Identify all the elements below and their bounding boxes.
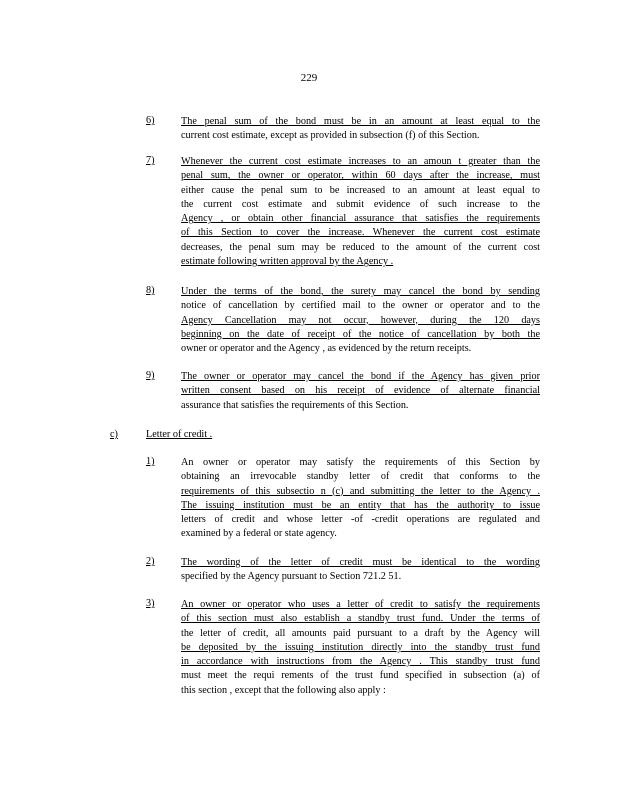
text-line: The wording of the letter of credit must be identical to the wording [181,557,540,568]
text-line: estimate following written approval by the Agency . [181,256,394,268]
text-line: of this Section to cover the increase. Whenever the current cost estimate [181,227,540,239]
item-number: 1) [146,456,155,467]
item-text [181,598,540,698]
text-line: beginning on the date of receipt of the notice of cancellation by both the [181,328,540,340]
text-line: written consent based on his receipt of evidence of alternate financial [181,385,540,397]
text-line: in accordance with instructions from the Agency . This standby trust fund [181,656,540,668]
text-line: be deposited by the issuing institution directly into the standby trust fund [181,641,540,653]
item-number: 8) [146,285,155,296]
text-line: decreases, the penal sum may be reduced to the amount of the current cost [181,241,540,253]
text-line: The penal sum of the bond must be in an amount at least equal to the [181,116,540,127]
text-line: penal sum, the owner or operator, within 60 days after the increase, must [181,170,540,182]
text-line: of this section must also establish a standby trust fund. Under the terms of [181,613,540,625]
item-text [181,556,540,585]
item-text [181,115,540,144]
section-heading: Letter of credit . [146,429,213,440]
text-line: The owner or operator may cancel the bond if the Agency has given prior [181,371,540,382]
text-line: Agency Cancellation may not occur, however, during the 120 days [181,314,540,326]
text-line: must meet the requi rements of the trust fund specified in subsection (a) of [181,670,540,682]
item-number: 9) [146,370,155,381]
text-line: notice of cancellation by certified mail to the owner or operator and to the [181,300,540,312]
item-text [181,456,540,542]
text-line: the letter of credit, all amounts paid pursuant to a draft by the Agency will [181,627,540,639]
text-line: obtaining an irrevocable standby letter of credit that conforms to the [181,471,540,483]
section-number: c) [110,429,118,440]
item-number: 3) [146,598,155,609]
text-line: Whenever the current cost estimate increases to an amoun t greater than the [181,156,540,167]
text-line: letters of credit and whose letter -of -credit operations are regulated and [181,514,540,526]
text-line: assurance that satisfies the requirements of this Section. [181,399,409,411]
text-line: The issuing institution must be an entity that has the authority to issue [181,499,540,511]
text-line: either cause the penal sum to be increased to an amount at least equal to [181,184,540,196]
text-line: Agency , or obtain other financial assurance that satisfies the requirements [181,213,540,225]
text-line: An owner or operator may satisfy the requirements of this Section by [181,457,540,468]
item-text [181,155,540,269]
text-line: owner or operator and the Agency , as evidenced by the return receipts. [181,343,472,355]
text-line: An owner or operator who uses a letter of credit to satisfy the requirements [181,599,540,610]
text-line: requirements of this subsectio n (c) and submitting the letter to the Agency . [181,485,540,497]
item-number: 2) [146,556,155,567]
text-line: specified by the Agency pursuant to Section 721.2 51. [181,571,402,583]
item-number: 7) [146,155,155,166]
text-line: Under the terms of the bond, the surety may cancel the bond by sending [181,286,540,297]
text-line: current cost estimate, except as provided in subsection (f) of this Section. [181,130,480,142]
item-text [181,370,540,413]
text-line: examined by a federal or state agency. [181,528,337,540]
item-number: 6) [146,115,155,126]
text-line: the current cost estimate and submit evidence of such increase to the [181,198,540,210]
page-number: 229 [300,72,318,84]
text-line: this section , except that the following also apply : [181,684,386,696]
item-text [181,285,540,356]
